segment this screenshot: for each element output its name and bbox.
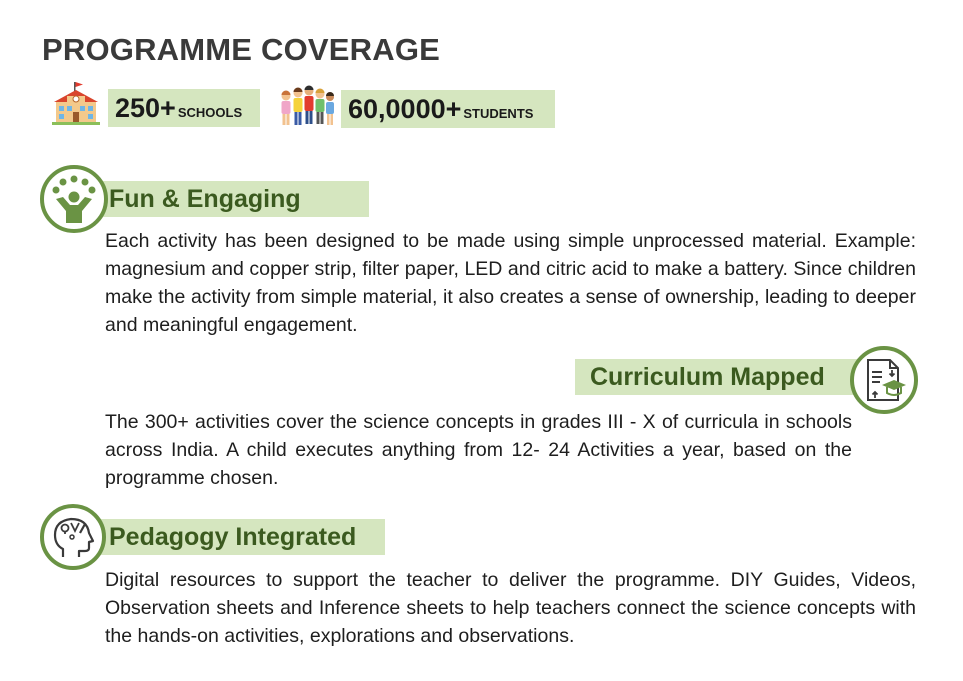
section-heading-text: Fun & Engaging bbox=[109, 184, 301, 213]
section-heading-text: Pedagogy Integrated bbox=[109, 522, 357, 551]
curriculum-document-icon bbox=[850, 346, 918, 414]
section-body-fun-engaging bbox=[105, 227, 916, 339]
section-body-text: The 300+ activities cover the science concepts in grades III - X of curricula in schools across India. A child executes anything from 12- 24 Activities a year, based on the programme chosen. bbox=[105, 411, 852, 489]
schools-count: 250+ bbox=[115, 92, 176, 123]
students-stat-badge bbox=[341, 90, 555, 128]
engaged-child-icon bbox=[40, 165, 108, 233]
section-heading-pedagogy-integrated bbox=[92, 519, 385, 555]
page-title: PROGRAMME COVERAGE bbox=[42, 32, 441, 67]
school-building-icon bbox=[50, 80, 102, 126]
section-body-curriculum-mapped bbox=[105, 408, 852, 492]
section-body-text: Each activity has been designed to be made using simple unprocessed material. Example: magnesium and copper strip, filter paper, LED and citric acid to make a battery. Since children make the activity from simple material, it also creates a sense of ownership, leading to deeper and meaningful engagement. bbox=[105, 230, 916, 336]
students-count: 60,0000+ bbox=[348, 93, 462, 124]
head-ideas-icon bbox=[40, 504, 106, 570]
section-heading-text: Curriculum Mapped bbox=[590, 362, 825, 391]
schools-label: SCHOOLS bbox=[177, 104, 243, 120]
section-heading-fun-engaging bbox=[92, 181, 369, 217]
children-group-icon bbox=[278, 84, 336, 130]
schools-stat-badge bbox=[108, 89, 260, 127]
students-label: STUDENTS bbox=[463, 105, 534, 121]
section-heading-curriculum-mapped bbox=[575, 359, 865, 395]
section-body-text: Digital resources to support the teacher to deliver the programme. DIY Guides, Videos, Observation sheets and Inference sheets to help teachers connect the science concepts with the hands-on activities, explorations and observations. bbox=[105, 569, 916, 647]
section-body-pedagogy-integrated bbox=[105, 566, 916, 650]
